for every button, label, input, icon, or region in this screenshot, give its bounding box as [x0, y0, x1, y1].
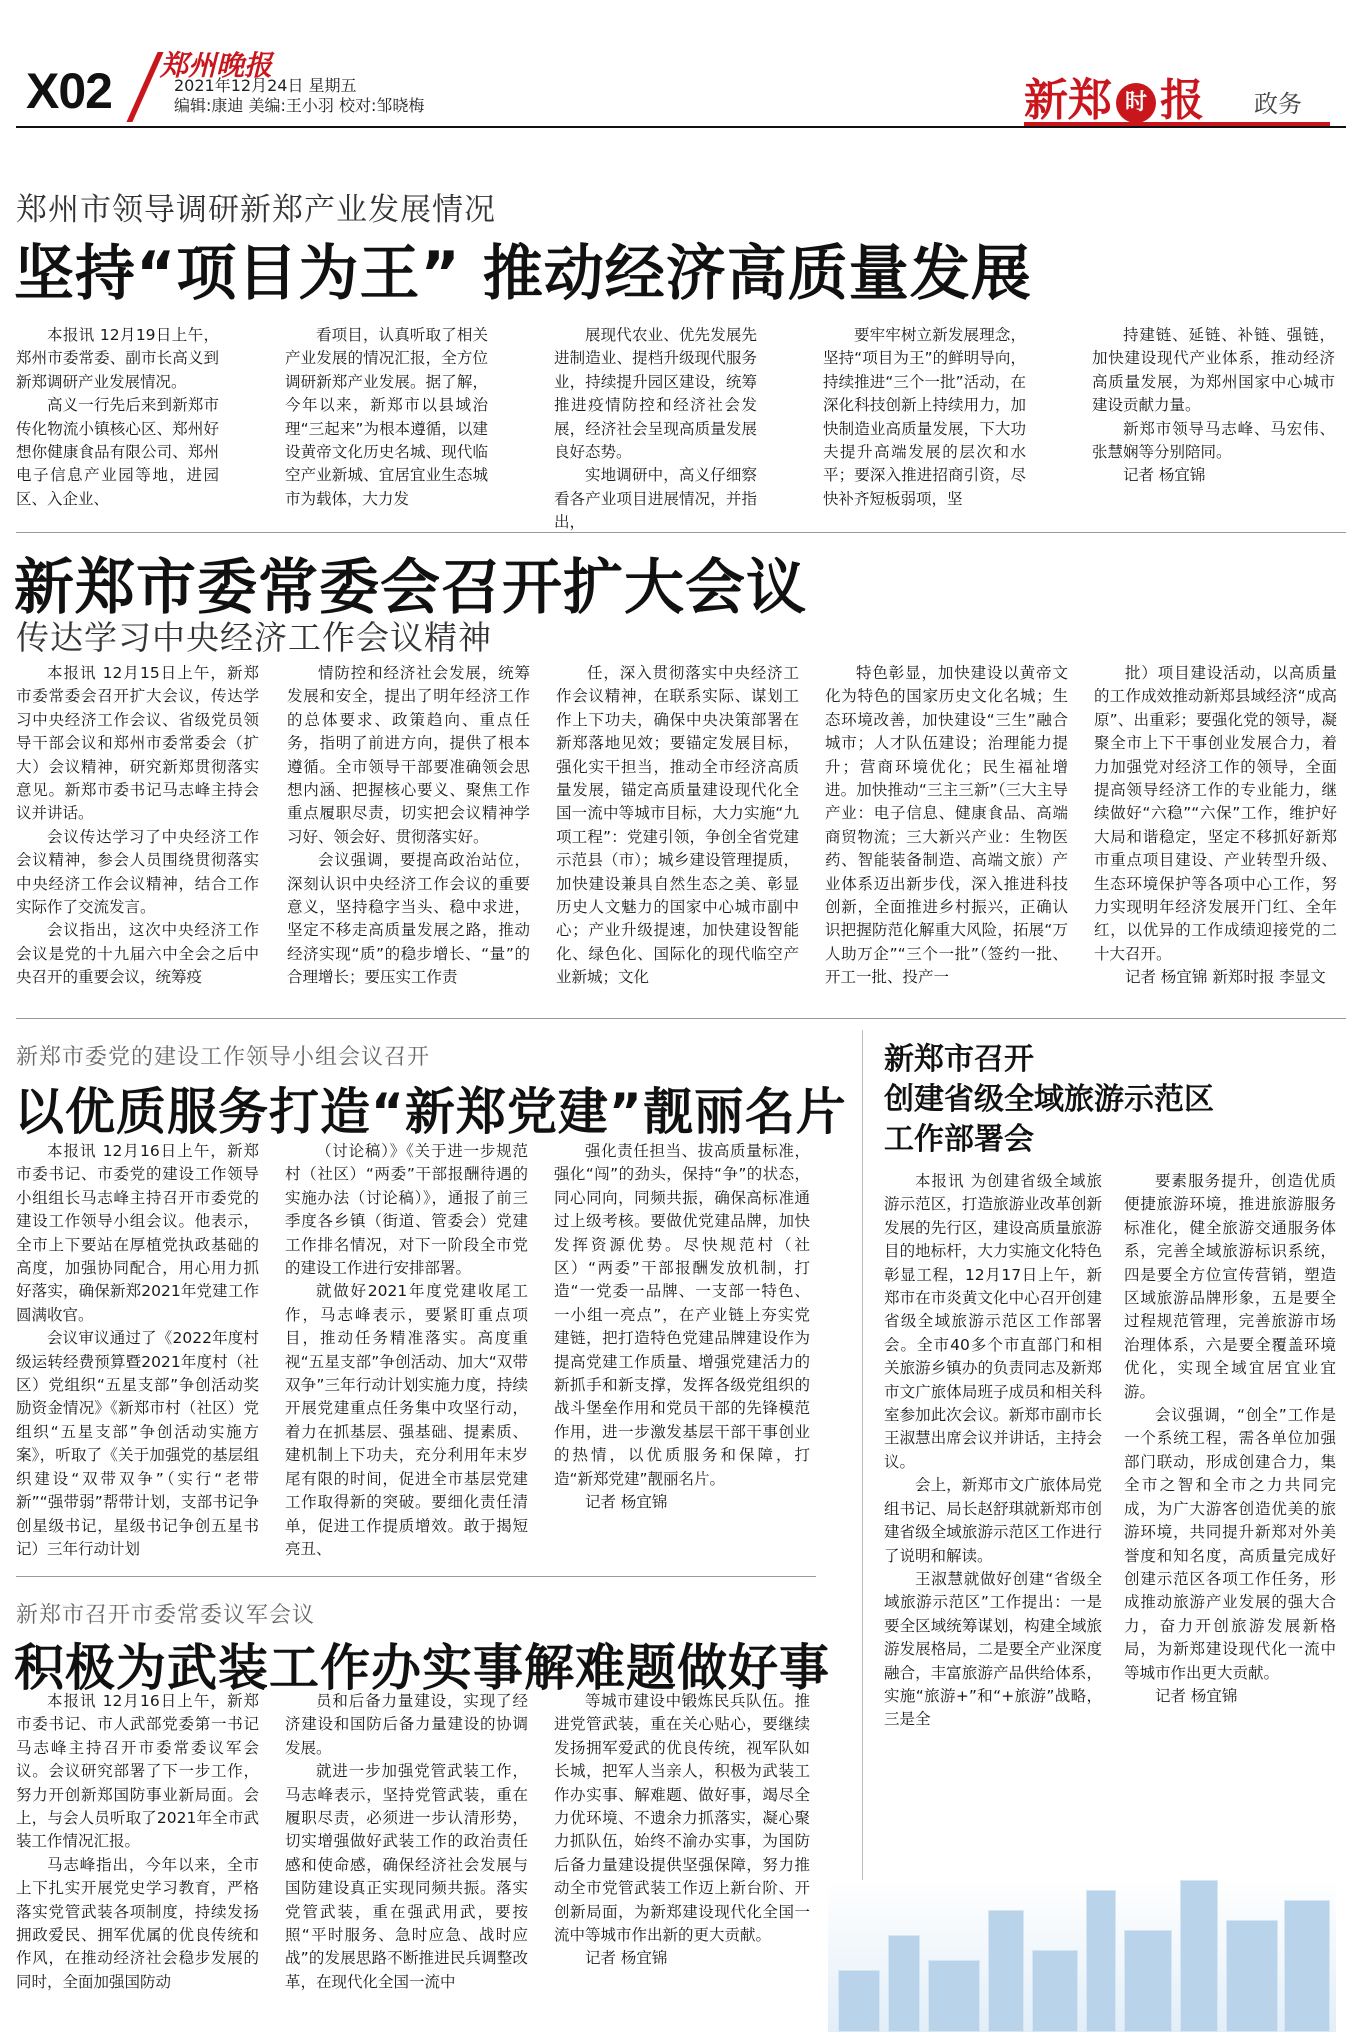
paragraph: 本报讯 12月15日上午，新郑市委常委会召开扩大会议，传达学习中央经济工作会议、省级党员领导干部会议和郑州市委常委会（扩大）会议精神，研究新郑贯彻落实意见。新郑市委书记马志峰主持会议并讲话。 — [16, 664, 259, 823]
paragraph: 看项目，认真听取了相关产业发展的情况汇报，全方位调研新郑产业发展。据了解，今年以来，新郑市以县域治理“三起来”为根本遵循，以建设黄帝文化历史名城、现代临空产业新城、宜居宜业生态城市为载体，大力发 — [285, 326, 488, 508]
section-label: 政务 — [1254, 90, 1302, 118]
paragraph: 员和后备力量建设，实现了经济建设和国防后备力量建设的协调发展。 — [285, 1692, 528, 1757]
divider — [16, 1018, 1346, 1019]
masthead-slash — [126, 52, 163, 122]
paragraph: 本报讯 为创建省级全域旅游示范区，打造旅游业改革创新发展的先行区，建设高质量旅游目的地标杆，大力实施文化特色彰显工程，12月17日上午，新郑市在市炎黄文化中心召开创建省级全域旅游示范区工作部署会。全市40多个市直部门和相关旅游乡镇办的负责同志及新郑市文广旅体局班子成员和相关科室参加此次会议。新郑市副市长王淑慧出席会议并讲话，主持会议。 — [884, 1172, 1102, 1471]
paragraph: 强化责任担当、拔高质量标准，强化“闯”的劲头，保持“争”的状态，同心同向，同频共振，确保高标准通过上级考核。要做优党建品牌，加快发挥资源优势。尽快规范村（社区）“两委”干部报酬发放机制，打造“一党委一品牌、一支部一特色、一小组一亮点”，在产业链上夯实党建链，把打造特色党建品牌建设作为提高党建工作质量、增强党建活力的新抓手和新支撑，发挥各级党组织的战斗堡垒作用和党员干部的先锋模范作用，进一步激发基层干部干事创业的热情，以优质服务和保障，打造“新郑党建”靓丽名片。 — [554, 1142, 810, 1488]
editors-line: 编辑:康迪 美编:王小羽 校对:邹晓梅 — [174, 96, 425, 115]
brand-circle: 时 — [1116, 83, 1156, 123]
article4-column — [554, 1690, 810, 2020]
masthead-rule — [16, 126, 1346, 128]
paragraph: 会上，新郑市文广旅体局党组书记、局长赵舒琪就新郑市创建省级全域旅游示范区工作进行了说明和解读。 — [884, 1476, 1102, 1565]
brand-logo — [1024, 64, 1204, 128]
paragraph: 就做好2021年度党建收尾工作，马志峰表示，要紧盯重点项目，推动任务精准落实。高度重视“五星支部”争创活动、加大“双带双争”三年行动计划实施力度，持续开展党建重点任务集中攻坚行动，着力在抓基层、强基础、提素质、建机制上下功夫，充分利用年末岁尾有限的时间，促进全市基层党建工作取得新的突破。要细化责任清单，促进工作提质增效。敢于揭短亮丑、 — [285, 1282, 528, 1558]
paragraph: 新郑市领导马志峰、马宏伟、张慧娴等分别陪同。 — [1092, 419, 1335, 462]
paragraph: 本报讯 12月16日上午，新郑市委书记、市委党的建设工作领导小组组长马志峰主持召开市委党的建设工作领导小组会议。他表示，全市上下要站在厚植党执政基础的高度，加强协同配合，用心用力抓好落实，确保新郑2021年党建工作圆满收官。 — [16, 1142, 259, 1324]
article2-column — [556, 662, 799, 1002]
paragraph: 记者 杨宜锦 — [585, 1493, 668, 1512]
paragraph: 本报讯 12月16日上午，新郑市委书记、市人武部党委第一书记马志峰主持召开市委常委议军会议。会议研究部署了下一步工作，努力开创新郑国防事业新局面。会上，与会人员听取了2021年全市武装工作情况汇报。 — [16, 1692, 259, 1851]
article3-column — [16, 1140, 259, 1560]
paragraph: 王淑慧就做好创建“省级全域旅游示范区”工作提出：一是要全区域统筹谋划，构建全域旅游发展格局，二是要全产业深度融合，丰富旅游产品供给体系，实施“旅游+”和“+旅游”战略，三是全 — [884, 1569, 1102, 1729]
article1-headline: 坚持“项目为王” 推动经济高质量发展 — [14, 239, 1032, 309]
article4-column — [285, 1690, 528, 2020]
brand-right: 报 — [1160, 75, 1204, 126]
paragraph: 会议传达学习了中央经济工作会议精神，参会人员围绕贯彻落实中央经济工作会议精神，结合工作实际作了交流发言。 — [16, 827, 259, 917]
article3-kicker: 新郑市委党的建设工作领导小组会议召开 — [16, 1045, 431, 1070]
paragraph: 展现代农业、优先发展先进制造业、提档升级现代服务业，持续提升园区建设，统筹推进疫情防控和经济社会发展，经济社会呈现高质量发展良好态势。 — [554, 326, 757, 462]
article2-column — [1094, 662, 1337, 1002]
paragraph: 会议强调，“创全”工作是一个系统工程，需各单位加强部门联动，形成创建合力，集全市之智和全市之力共同完成，为广大游客创造优美的旅游环境，共同提升新郑对外美誉度和知名度，高质量完成好创建示范区各项工作任务，形成推动旅游产业发展的强大合力，奋力开创旅游发展新格局，为新郑建设现代化一流中等城市作出更大贡献。 — [1124, 1406, 1336, 1682]
city-skyline-graphic — [828, 1880, 1336, 2032]
article2-column — [287, 662, 530, 1002]
paragraph: 马志峰指出，今年以来，全市上下扎实开展党史学习教育，严格落实党管武装各项制度，持续发扬拥政爱民、拥军优属的优良传统和作风，在推动经济社会稳步发展的同时，全面加强国防动 — [16, 1855, 259, 1991]
paragraph: 记者 杨宜锦 新郑时报 李显文 — [1125, 968, 1326, 987]
paragraph: 任，深入贯彻落实中央经济工作会议精神，在联系实际、谋划工作上下功夫，确保中央决策部署在新郑落地见效；要锚定发展目标，强化实干担当，推动全市经济高质量发展，锚定高质量建设现代化全国一流中等城市目标，大力实施“九项工程”：党建引领，争创全省党建示范县（市）；城乡建设管理提质，加快建设兼具自然生态之美、彰显历史人文魅力的国家中心城市副中心；产业升级提速，加快建设智能化、绿色化、国际化的现代临空产业新城；文化 — [556, 664, 799, 987]
article5-column — [1124, 1170, 1336, 1870]
article5-headline-line: 创建省级全域旅游示范区 — [884, 1082, 1214, 1117]
paragraph: 记者 杨宜锦 — [585, 1949, 668, 1968]
article2-column — [16, 662, 259, 1002]
paragraph: 情防控和经济社会发展，统筹发展和安全，提出了明年经济工作的总体要求、政策趋向、重点任务，指明了前进方向，提供了根本遵循。全市领导干部要准确领会思想内涵、把握核心要义、聚焦工作重点履职尽责，切实把会议精神学习好、领会好、贯彻落实好。 — [287, 664, 530, 846]
article2-headline: 新郑市委常委会召开扩大会议 — [14, 553, 807, 623]
page-number: X02 — [26, 63, 112, 119]
article1-column — [823, 324, 1026, 614]
article4-column — [16, 1690, 259, 2020]
paragraph: 会议指出，这次中央经济工作会议是党的十九届六中全会之后中央召开的重要会议，统筹疫 — [16, 921, 259, 987]
date-line: 2021年12月24日 星期五 — [174, 76, 357, 95]
article3-column — [554, 1140, 810, 1560]
paragraph: 特色彰显，加快建设以黄帝文化为特色的国家历史文化名城；生态环境改善，加快建设“三生”融合城市；人才队伍建设；治理能力提升；营商环境优化；民生福祉增进。加快推动“三主三新”（三大主导产业：电子信息、健康食品、高端商贸物流；三大新兴产业：生物医药、智能装备制造、高端文旅）产业体系迈出新步伐，深入推进科技创新，全面推进乡村振兴，正确认识把握防范化解重大风险，拓展“万人助万企”“三个一批”（签约一批、开工一批、投产一 — [825, 664, 1068, 987]
article5-column — [884, 1170, 1102, 1870]
article3-headline: 以优质服务打造“新郑党建”靓丽名片 — [14, 1083, 847, 1141]
paragraph: 实地调研中，高义仔细察看各产业项目进展情况，并指出， — [554, 466, 757, 532]
article2-column — [825, 662, 1068, 1002]
paragraph: 记者 杨宜锦 — [1155, 1686, 1238, 1705]
paragraph: （讨论稿）》《关于进一步规范村（社区）“两委”干部报酬待遇的实施办法（讨论稿）》，通报了前三季度各乡镇（街道、管委会）党建工作排名情况，对下一阶段全市党的建设工作进行安排部署。 — [285, 1142, 528, 1278]
article3-column — [285, 1140, 528, 1560]
brand-left: 新郑 — [1024, 75, 1112, 126]
article1-column — [1092, 324, 1335, 614]
article4-headline: 积极为武装工作办实事解难题做好事 — [14, 1639, 830, 1697]
article2-subhead: 传达学习中央经济工作会议精神 — [16, 618, 492, 657]
article5-headline-line: 工作部署会 — [884, 1122, 1034, 1157]
paper-logo: 郑州晚报 — [160, 49, 273, 82]
paragraph: 持建链、延链、补链、强链，加快建设现代产业体系，推动经济高质量发展，为郑州国家中心城市建设贡献力量。 — [1092, 326, 1335, 415]
paragraph: 就进一步加强党管武装工作，马志峰表示，坚持党管武装，重在履职尽责，必须进一步认清形势，切实增强做好武装工作的政治责任感和使命感，确保经济社会发展与国防建设真正实现同频共振。落实党管武装，重在强武用武，要按照“平时服务、急时应急、战时应战”的发展思路不断推进民兵调整改革，在现代化全国一流中 — [285, 1762, 528, 1991]
article5-headline — [884, 1040, 1214, 1160]
masthead-meta — [174, 76, 424, 116]
article4-kicker: 新郑市召开市委常委议军会议 — [16, 1603, 316, 1628]
paragraph: 记者 杨宜锦 — [1123, 466, 1206, 485]
paragraph: 要素服务提升，创造优质便捷旅游环境，推进旅游服务标准化，健全旅游交通服务体系，完善全域旅游标识系统，四是要全方位宣传营销，塑造区域旅游品牌形象，五是要全过程规范管理，完善旅游市场治理体系，六是要全覆盖环境优化，实现全域宜居宜业宜游。 — [1124, 1172, 1336, 1401]
paragraph: 会议审议通过了《2022年度村级运转经费预算暨2021年度村（社区）党组织“五星支部”争创活动奖励资金情况》《新郑市村（社区）党组织“五星支部”争创活动实施方案》，听取了《关于加强党的基层组织建设“双带双争”（实行“老带新”“强带弱”帮带计划，支部书记争创星级书记，星级书记争创五星书记）三年行动计划 — [16, 1329, 259, 1558]
paragraph: 要牢牢树立新发展理念，坚持“项目为王”的鲜明导向，持续推进“三个一批”活动，在深化科技创新上持续用力，加快制造业高质量发展，下大功夫提升高端发展的层次和水平；要深入推进招商引资，尽快补齐短板弱项，坚 — [823, 326, 1026, 508]
article1-kicker: 郑州市领导调研新郑产业发展情况 — [16, 192, 496, 228]
article5-headline-line: 新郑市召开 — [884, 1042, 1034, 1077]
paragraph: 本报讯 12月19日上午，郑州市委常委、副市长高义到新郑调研产业发展情况。 — [16, 326, 219, 391]
paragraph: 等城市建设中锻炼民兵队伍。推进党管武装，重在关心贴心，要继续发扬拥军爱武的优良传统，视军队如长城，把军人当亲人，积极为武装工作办实事、解难题、做好事，竭尽全力优环境、不遗余力抓落实，凝心聚力抓队伍，始终不渝办实事，为国防后备力量建设提供坚强保障，努力推动全市党管武装工作迈上新台阶、开创新局面，为新郑建设现代化全国一流中等城市作出新的更大贡献。 — [554, 1692, 810, 1945]
paragraph: 批）项目建设活动，以高质量的工作成效推动新郑县域经济“成高原”、出重彩；要强化党的领导，凝聚全市上下干事创业发展合力，着力加强党对经济工作的领导，全面提高领导经济工作的专业能力，继续做好“六稳”“六保”工作，维护好大局和谐稳定，坚定不移抓好新郑市重点项目建设、产业转型升级、生态环境保护等各项中心工作，努力实现明年经济发展开门红、全年红，以优异的工作成绩迎接党的二十大召开。 — [1094, 664, 1337, 963]
paragraph: 高义一行先后来到新郑市传化物流小镇核心区、郑州好想你健康食品有限公司、郑州电子信息产业园等地，进园区、入企业、 — [16, 396, 219, 508]
divider — [16, 1576, 816, 1577]
divider — [16, 532, 1346, 533]
paragraph: 会议强调，要提高政治站位，深刻认识中央经济工作会议的重要意义，坚持稳字当头、稳中求进，坚定不移走高质量发展之路，推动经济实现“质”的稳步增长、“量”的合理增长；要压实工作责 — [287, 851, 530, 987]
